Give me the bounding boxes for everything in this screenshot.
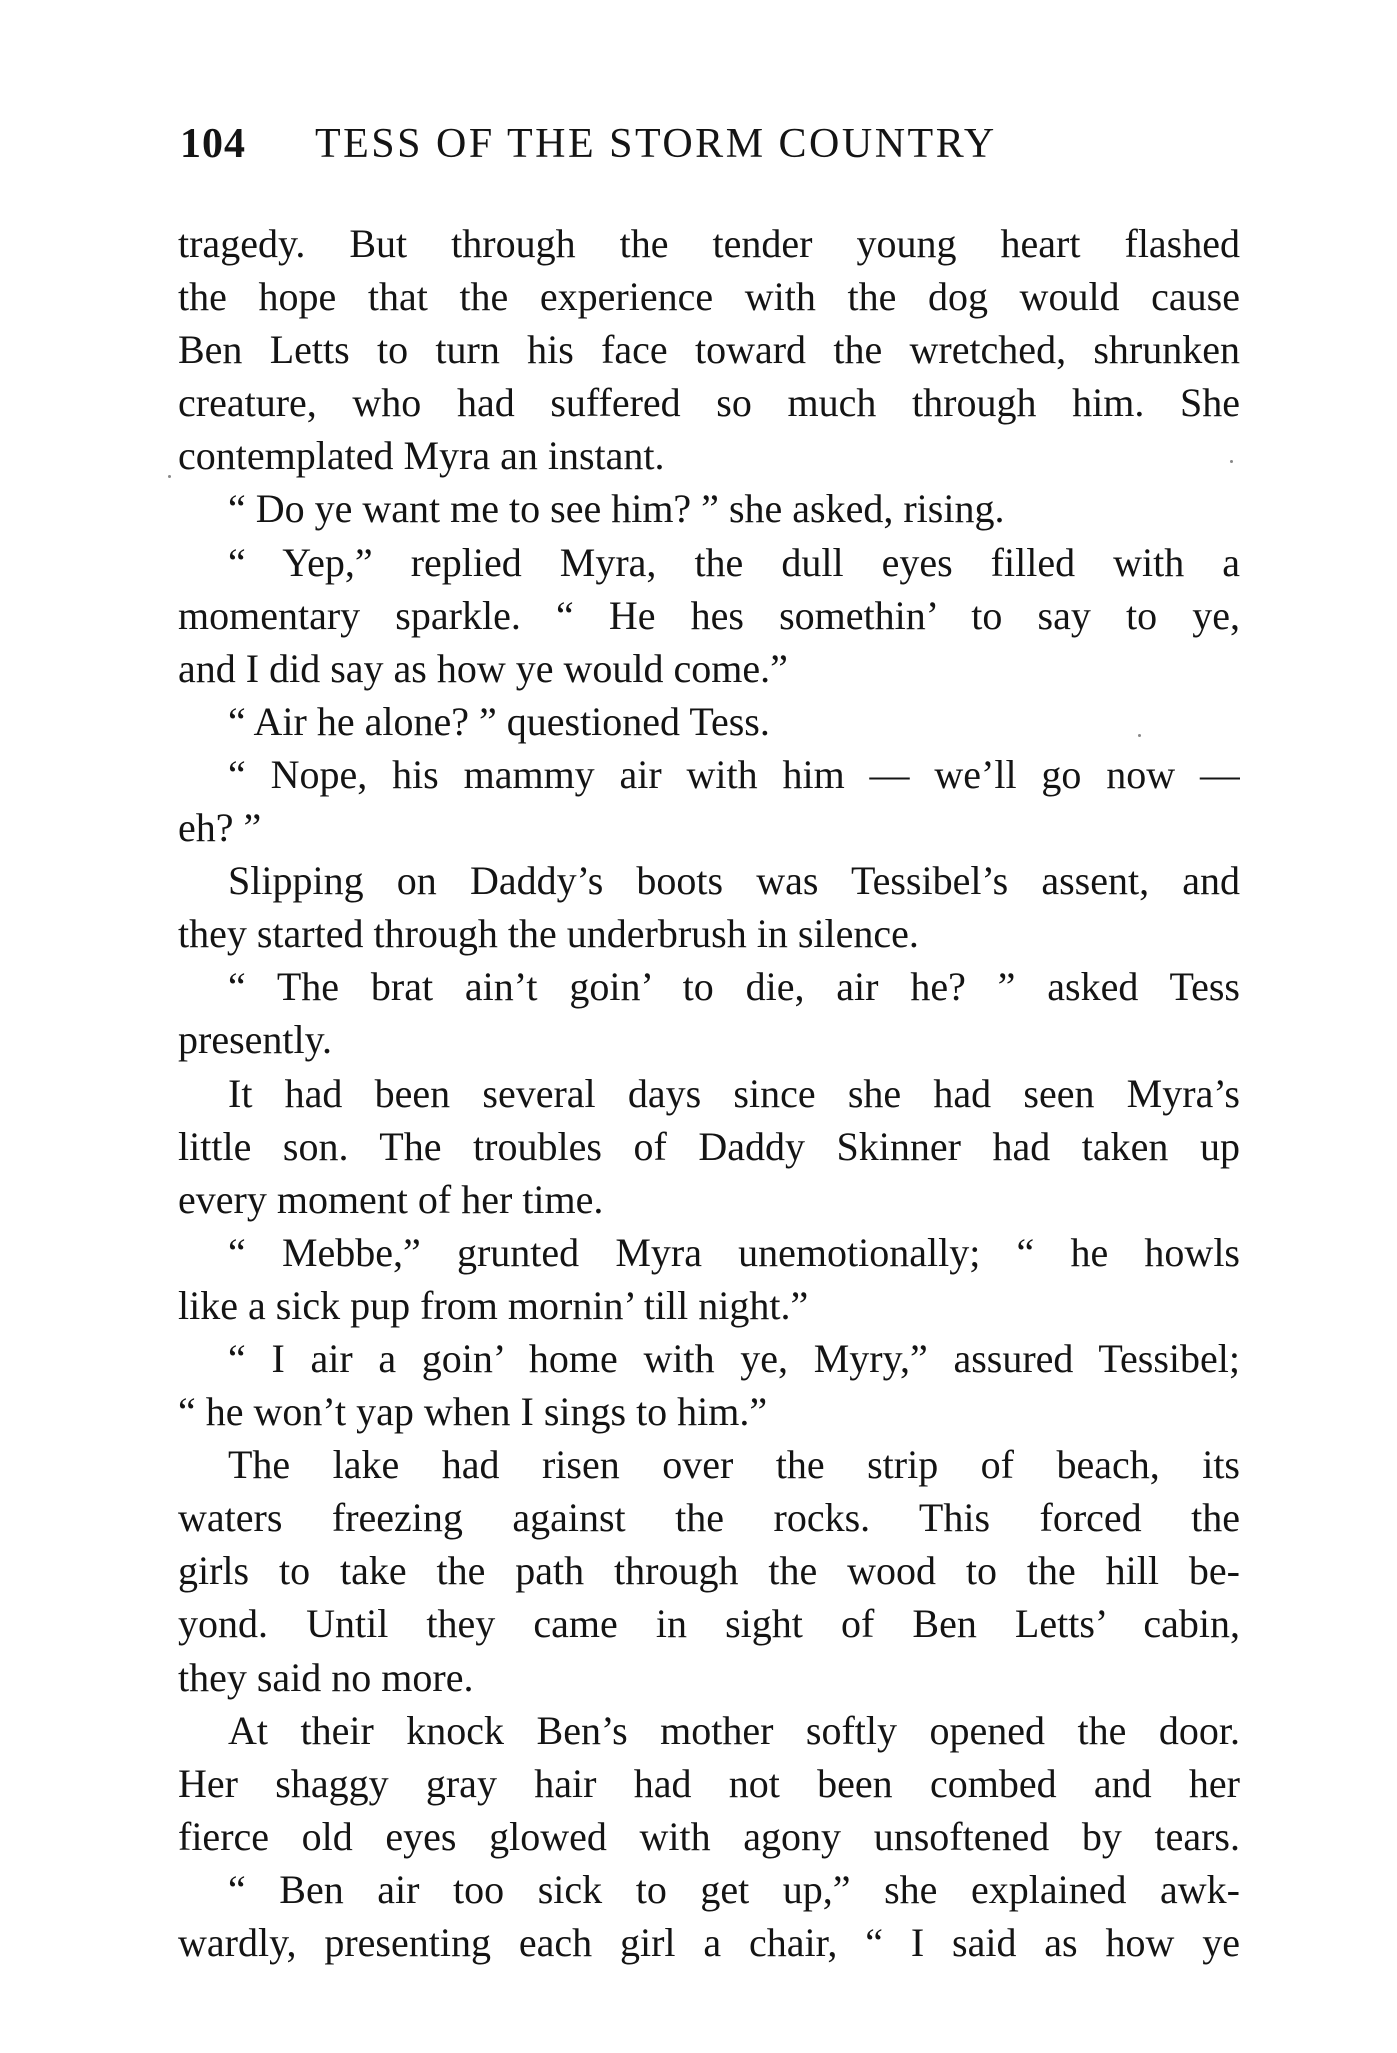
text-line: “ I air a goin’ home with ye, Myry,” assured Tessibel;	[228, 1335, 1240, 1381]
print-speck	[168, 475, 171, 478]
text-line: “ he won’t yap when I sings to him.”	[178, 1389, 768, 1435]
page-number: 104	[180, 121, 246, 167]
text-line: girls to take the path through the wood to the hill be-	[178, 1548, 1240, 1594]
text-line: The lake had risen over the strip of beach, its	[228, 1442, 1240, 1488]
text-line: contemplated Myra an instant.	[178, 433, 665, 479]
text-line: “ Ben air too sick to get up,” she explained awk-	[228, 1866, 1240, 1912]
print-speck	[1230, 460, 1233, 463]
text-line: “ Nope, his mammy air with him — we’ll go now —	[228, 751, 1240, 797]
text-line: like a sick pup from mornin’ till night.”	[178, 1282, 809, 1328]
text-line: they started through the underbrush in silence.	[178, 911, 919, 957]
page-header	[180, 120, 1240, 180]
running-title: TESS OF THE STORM COUNTRY	[315, 121, 997, 167]
text-line: fierce old eyes glowed with agony unsoftened by tears.	[178, 1813, 1240, 1859]
text-line: they said no more.	[178, 1654, 474, 1700]
text-line: Ben Letts to turn his face toward the wretched, shrunken	[178, 327, 1240, 373]
text-line: “ Do ye want me to see him? ” she asked, rising.	[228, 486, 1005, 532]
text-line: and I did say as how ye would come.”	[178, 645, 788, 691]
text-line: At their knock Ben’s mother softly opened the door.	[228, 1707, 1240, 1753]
text-line: eh? ”	[178, 805, 262, 851]
text-line: presently.	[178, 1017, 333, 1063]
text-line: little son. The troubles of Daddy Skinner had taken up	[178, 1123, 1240, 1169]
text-line: tragedy. But through the tender young heart flashed	[178, 221, 1240, 266]
text-line: “ Yep,” replied Myra, the dull eyes filled with a	[228, 539, 1240, 585]
text-line: creature, who had suffered so much through him. She	[178, 380, 1240, 426]
text-line: “ The brat ain’t goin’ to die, air he? ” asked Tess	[228, 964, 1240, 1010]
text-line: It had been several days since she had seen Myra’s	[228, 1070, 1240, 1116]
text-line: Slipping on Daddy’s boots was Tessibel’s assent, and	[228, 858, 1240, 904]
text-line: every moment of her time.	[178, 1176, 604, 1222]
text-line: wardly, presenting each girl a chair, “ I said as how ye	[178, 1920, 1240, 1965]
text-line: the hope that the experience with the dog would cause	[178, 274, 1240, 320]
body-text	[178, 217, 1240, 1969]
text-line: Her shaggy gray hair had not been combed and her	[178, 1760, 1240, 1806]
text-line: “ Air he alone? ” questioned Tess.	[228, 698, 770, 744]
text-line: waters freezing against the rocks. This forced the	[178, 1495, 1240, 1541]
text-line: momentary sparkle. “ He hes somethin’ to say to ye,	[178, 592, 1240, 638]
text-line: yond. Until they came in sight of Ben Letts’ cabin,	[178, 1601, 1240, 1647]
text-line: “ Mebbe,” grunted Myra unemotionally; “ he howls	[228, 1229, 1240, 1275]
print-speck	[1138, 734, 1141, 737]
